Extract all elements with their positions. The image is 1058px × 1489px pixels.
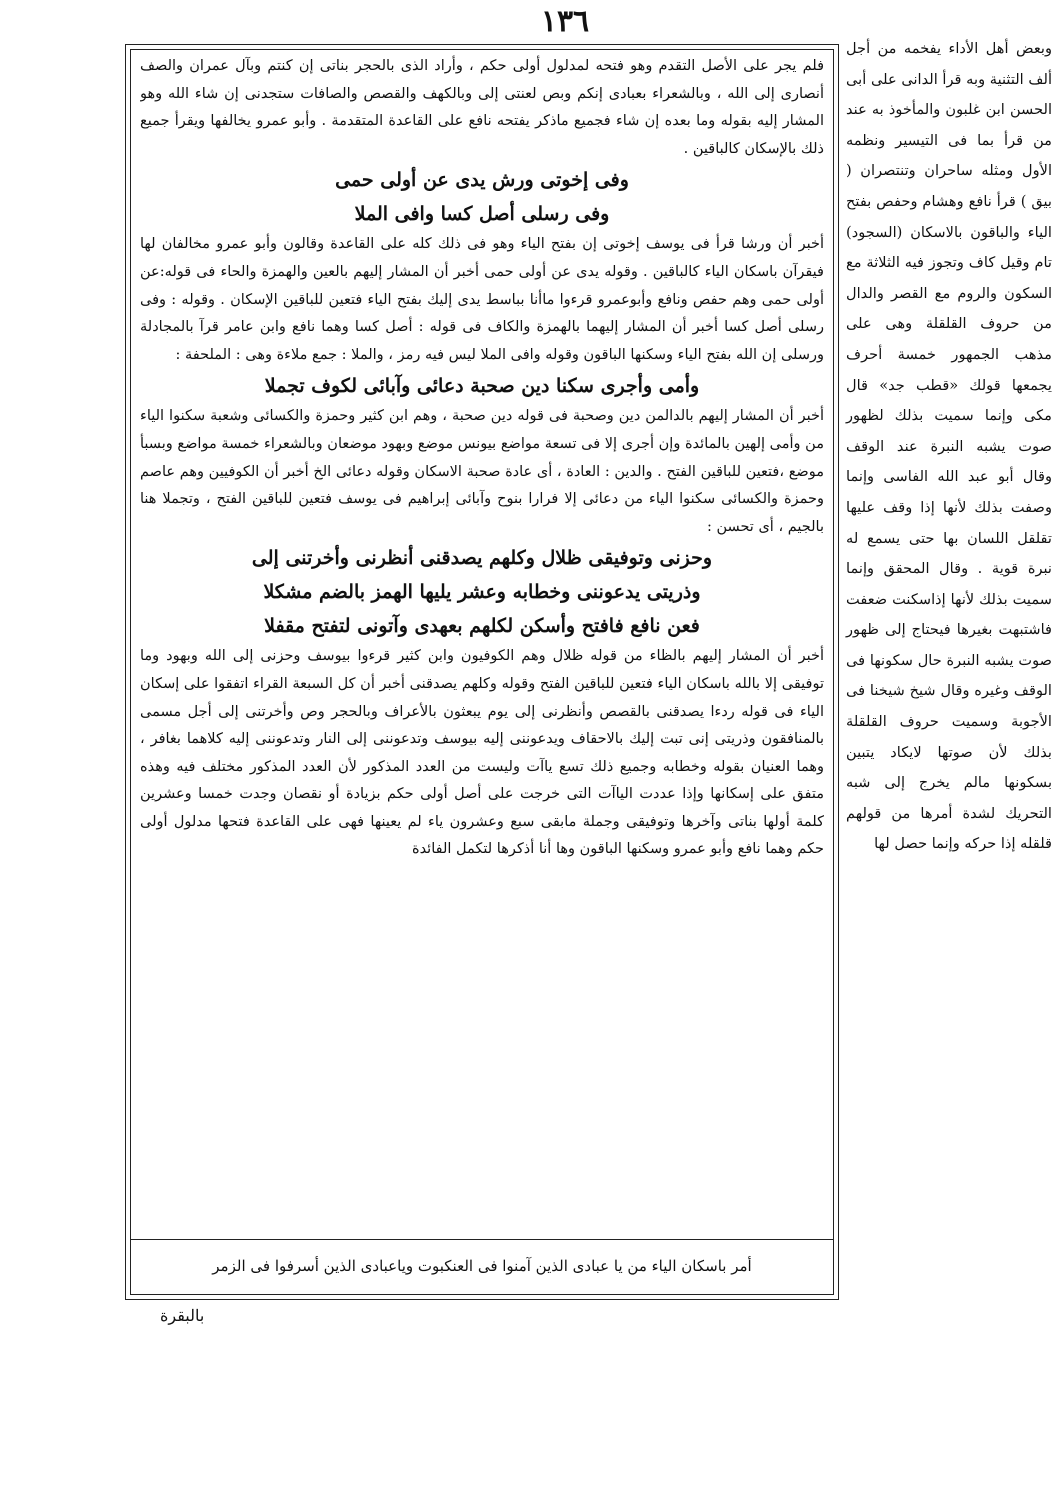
footnote: أمر باسكان الياء من يا عبادى الذين آمنوا فى العنكبوت وياعبادى الذين أسرفوا فى الزمر (212, 1257, 752, 1275)
verse-line: وفى إخوتى ورش يدى عن أولى حمى (335, 169, 629, 192)
page-number: ١٣٦ (540, 4, 590, 39)
verse-line: وأمى وأجرى سكنا دين صحبة دعائى وآبائى لكوف تجملا (264, 375, 700, 398)
margin-commentary-text: وبعض أهل الأداء يفخمه من أجل ألف التثنية وبه قرأ الدانى على أبى الحسن ابن غلبون والمأخوذ به عند من قرأ بما فى التيسير ونظمه الأول ومثله ساحران وتنتصران ( بيق ) قرأ نافع وهشام وحفص بفتح الياء والباقون بالاسكان (السجود) تام وقيل كاف وتجوز فيه الثلاثة مع السكون والروم مع القصر والدال من حروف القلقلة وهى على مذهب الجمهور خمسة أحرف يجمعها قولك «قطب جد» قال مكى وإنما سميت بذلك لظهور صوت يشبه النبرة عند الوقف وقال أبو عبد الله الفاسى وإنما وصفت بذلك لأنها إذا وقف عليها تقلقل اللسان بها حتى يسمع له نبرة قوية . وقال المحقق وإنما سميت بذلك لأنها إذاسكنت ضعفت فاشتبهت بغيرها فيحتاج إلى ظهور صوت يشبه النبرة حال سكونها فى الوقف وغيره وقال شيخ شيخنا فى الأجوبة وسميت حروف القلقلة بذلك لأن صوتها لايكاد يتبين بسكونها مالم يخرج إلى شبه التحريك لشدة أمرها من قولهم قلقله إذا حركه وإنما حصل لها (846, 40, 1052, 853)
main-text-frame (125, 44, 839, 1300)
verse-line: وفى رسلى أصل كسا وافى الملا (354, 203, 610, 226)
main-text-body (140, 53, 824, 1213)
margin-commentary (842, 34, 1056, 1344)
commentary-paragraph: أخبر أن ورشا قرأ فى يوسف إخوتى إن بفتح الياء وهو فى ذلك كله على القاعدة وقالون وأبو عمرو مخالفان لها فيقرآن باسكان الياء كالباقين . وقوله يدى عن أولى حمى أخبر أن المشار إليهم بالعين والهمزة والحاء فى قوله:عن أولى حمى وهم حفص ونافع وأبوعمرو قرءوا ماأنا بباسط يدى إليك بفتح الياء فتعين للباقين الإسكان . وقوله : وفى رسلى أصل كسا أخبر أن المشار إليهما بالهمزة والكاف فى قوله : أصل كسا وهما نافع وابن عامر قرآ بالمجادلة ورسلى إن الله بفتح الياء وسكنها الباقون وقوله وافى الملا ليس فيه رمز ، والملا : جمع ملاءة وهى : الملحفة : (140, 236, 824, 363)
verse-line: وذريتى يدعوننى وخطابه وعشر يليها الهمز بالضم مشكلا (263, 581, 701, 604)
verse-line: فعن نافع فافتح وأسكن لكلهم بعهدى وآتونى لتفتح مقفلا (264, 615, 700, 638)
commentary-paragraph: أخبر أن المشار إليهم بالظاء من قوله ظلال وهم الكوفيون وابن كثير قرءوا بيوسف وحزنى إلى الله وبهود وما توفيقى إلا بالله باسكان الياء فتعين للباقين الفتح وقوله وكلهم يصدقنى أخبر أن كل السبعة القراء اتفقوا على إسكان الياء فى قوله ردءا يصدقنى بالقصص وأنظرنى إلى يوم يبعثون بالأعراف وبالحجر وص وأخرتنى إلى أجل مسمى بالمنافقون وذريتى إنى تبت إليك بالاحقاف ويدعوننى إليه بيوسف وتدعوننى إلى النار وتدعوننى إليه كلاهما بغافر ، وهما العنيان بقوله وخطابه وجميع ذلك تسع ياآت وليست من العدد المذكور لأن العدد المذكور مختلف فيه وهذه متفق على إسكانها وإذا عددت الياآت التى خرجت على أصل أولى حكم بزيادة أو نقصان وجدت خمسا وعشرين كلمة أولها بناتى وآخرها وتوفيقى وجملة مابقى سبع وعشرون ياء لم يعينها فهى على القاعدة فتحها مدلول أولى حكم وهما نافع وأبو عمرو وسكنها الباقون وها أنا أذكرها لتكمل الفائدة (140, 648, 824, 858)
catchword: بالبقرة (160, 1306, 205, 1325)
verse-line: وحزنى وتوفيقى ظلال وكلهم يصدقنى أنظرنى وأخرتنى إلى (251, 547, 713, 570)
commentary-paragraph: أخبر أن المشار إليهم بالدالمن دين وصحبة فى قوله دين صحبة ، وهم ابن كثير وحمزة والكسائى وشعبة سكنوا الياء من وأمى إلهين بالمائدة وإن أجرى إلا فى تسعة مواضع بيونس موضع وبهود موضعان وبالشعراء خمسة مواضع وبسبأ موضع ،فتعين للباقين الفتح . والدين : العادة ، أى عادة صحبة الاسكان وقوله دعائى الخ أخبر أن الكوفيين وهم عاصم وحمزة والكسائى سكنوا الياء من دعائى إلا فرارا بنوح وآبائى إبراهيم فى يوسف فتعين للباقين الفتح ، وتجملا هنا بالجيم ، أى تحسن : (140, 408, 824, 535)
footnote-divider (130, 1239, 834, 1240)
commentary-paragraph: فلم يجر على الأصل التقدم وهو فتحه لمدلول أولى حكم ، وأراد الذى بالحجر بناتى إن كنتم وبآل عمران والصف أنصارى إلى الله ، وبالشعراء بعبادى إنكم وبص لعنتى إلى وبالكهف والقصص والصافات ستجدنى إن شاء الله وهو المشار إليه بقوله وما بعده إن شاء فجميع ماذكر يفتحه نافع على القاعدة المتقدمة . وأبو عمرو يخالفها ويقرأ جميع ذلك بالإسكان كالباقين . (140, 58, 824, 157)
